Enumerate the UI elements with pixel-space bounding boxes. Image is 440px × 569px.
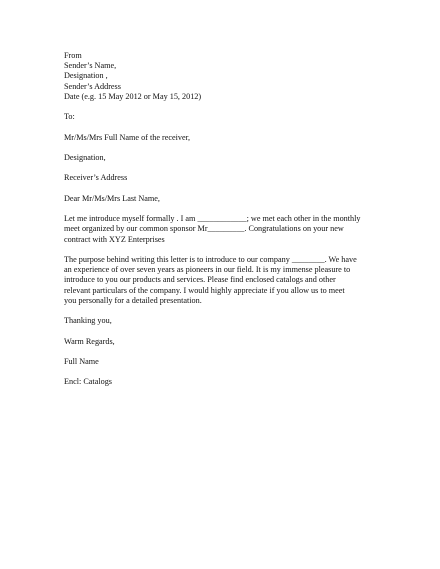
salutation: Dear Mr/Ms/Mrs Last Name, bbox=[64, 193, 160, 203]
receiver-designation: Designation, bbox=[64, 152, 106, 162]
sender-designation: Designation , bbox=[64, 71, 108, 81]
from-label: From bbox=[64, 51, 82, 60]
enclosure-note: Encl: Catalogs bbox=[64, 377, 112, 387]
paragraph-line: an experience of over seven years as pioneers in our field. It is my immense pleasure to bbox=[64, 265, 351, 275]
receiver-address: Receiver’s Address bbox=[64, 173, 128, 183]
sender-name: Sender’s Name, bbox=[64, 61, 117, 71]
paragraph-line: relevant particulars of the company. I would highly appreciate if you allow us to meet bbox=[64, 285, 345, 295]
closing-thanks: Thanking you, bbox=[64, 316, 112, 326]
paragraph-introduction bbox=[64, 214, 380, 245]
sender-address: Sender’s Address bbox=[64, 81, 121, 91]
paragraph-line: contract with XYZ Enterprises bbox=[64, 234, 165, 244]
signature-name: Full Name bbox=[64, 356, 99, 366]
paragraph-line: Let me introduce myself formally . I am ____________; we met each other in the monthly bbox=[64, 214, 361, 224]
sender-block bbox=[64, 51, 380, 102]
paragraph-line: The purpose behind writing this letter is to introduce to our company ________. We have bbox=[64, 254, 357, 264]
to-label: To: bbox=[64, 112, 75, 122]
closing-regards: Warm Regards, bbox=[64, 336, 115, 346]
letter-date: Date (e.g. 15 May 2012 or May 15, 2012) bbox=[64, 91, 202, 101]
paragraph-line: meet organized by our common sponsor Mr_________. Congratulations on your new bbox=[64, 224, 344, 234]
letter-body bbox=[64, 51, 380, 388]
paragraph-line: introduce to you our products and services. Please find enclosed catalogs and other bbox=[64, 275, 336, 285]
paragraph-purpose bbox=[64, 255, 380, 306]
paragraph-line: you personally for a detailed presentation. bbox=[64, 295, 202, 305]
receiver-name: Mr/Ms/Mrs Full Name of the receiver, bbox=[64, 132, 191, 142]
